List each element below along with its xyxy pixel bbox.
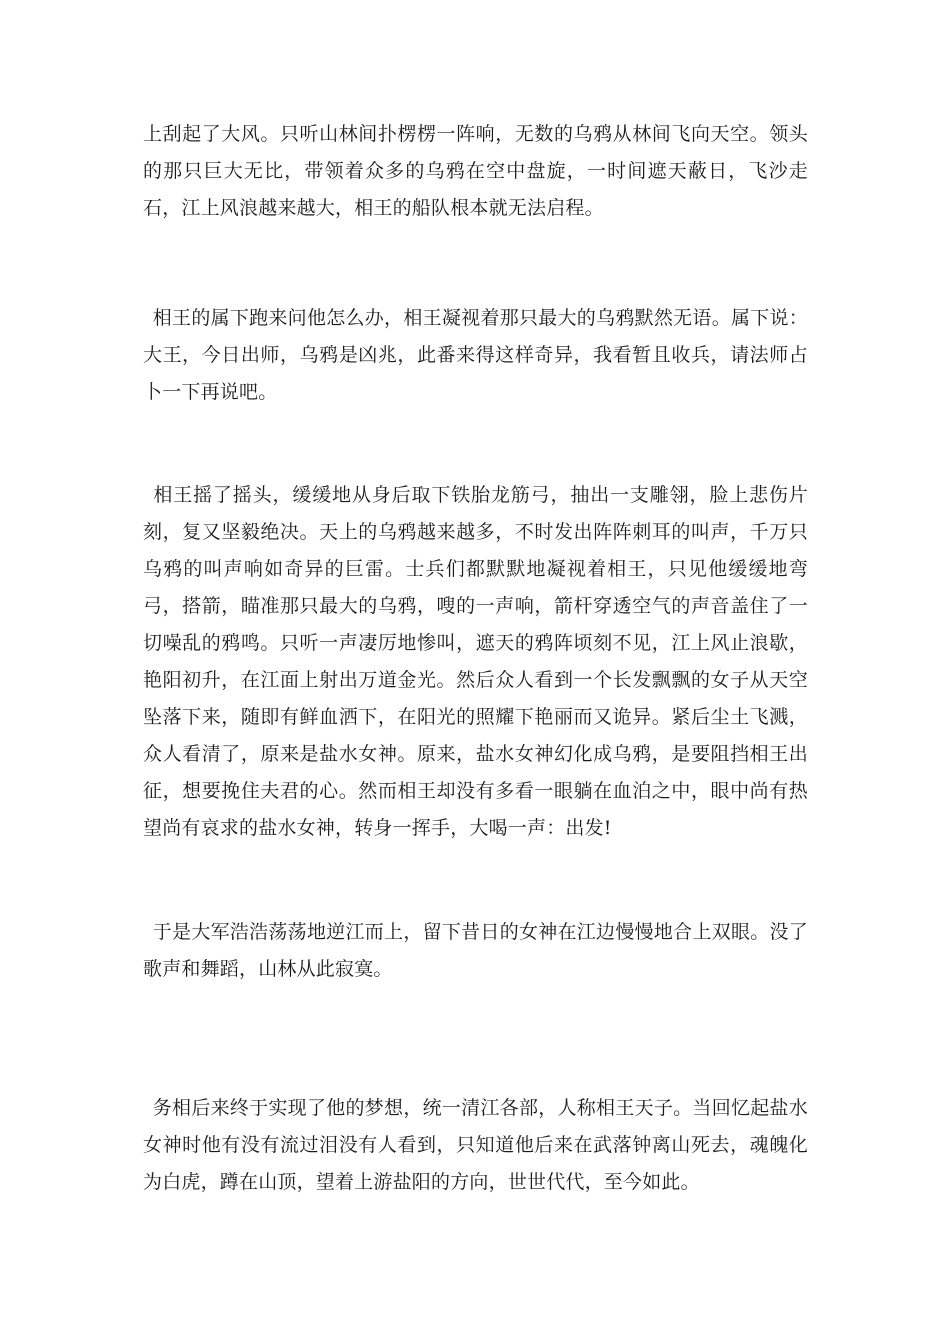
paragraph-2: 相王的属下跑来问他怎么办，相王凝视着那只最大的乌鸦默然无语。属下说：大王，今日出师，乌鸦是凶兆，此番来得这样奇异，我看暂且收兵，请法师占卜一下再说吧。 <box>143 307 808 403</box>
paragraph-4: 于是大军浩浩荡荡地逆江而上，留下昔日的女神在江边慢慢地合上双眼。没了歌声和舞蹈，山林从此寂寞。 <box>143 921 808 980</box>
paragraph-1: 上刮起了大风。只听山林间扑楞楞一阵响，无数的乌鸦从林间飞向天空。领头的那只巨大无比，带领着众多的乌鸦在空中盘旋，一时间遮天蔽日，飞沙走石，江上风浪越来越大，相王的船队根本就无法启程。 <box>143 123 808 219</box>
paragraph-3: 相王摇了摇头，缓缓地从身后取下铁胎龙筋弓，抽出一支雕翎，脸上悲伤片刻，复又坚毅绝决。天上的乌鸦越来越多，不时发出阵阵刺耳的叫声，千万只乌鸦的叫声响如奇异的巨雷。士兵们都默默地凝视着相王，只见他缓缓地弯弓，搭箭，瞄准那只最大的乌鸦，嗖的一声响，箭杆穿透空气的声音盖住了一切噪乱的鸦鸣。只听一声凄厉地惨叫，遮天的鸦阵顷刻不见，江上风止浪歇，艳阳初升，在江面上射出万道金光。然后众人看到一个长发飘飘的女子从天空坠落下来，随即有鲜血洒下，在阳光的照耀下艳丽而又诡异。紧后尘土飞溅，众人看清了，原来是盐水女神。原来，盐水女神幻化成乌鸦，是要阻挡相王出征，想要挽住夫君的心。然而相王却没有多看一眼躺在血泊之中，眼中尚有热望尚有哀求的盐水女神，转身一挥手，大喝一声：出发! <box>143 484 808 839</box>
paragraph-5: 务相后来终于实现了他的梦想，统一清江各部，人称相王天子。当回忆起盐水女神时他有没有流过泪没有人看到，只知道他后来在武落钟离山死去，魂魄化为白虎，蹲在山顶，望着上游盐阳的方向，世世代代，至今如此。 <box>143 1097 808 1193</box>
